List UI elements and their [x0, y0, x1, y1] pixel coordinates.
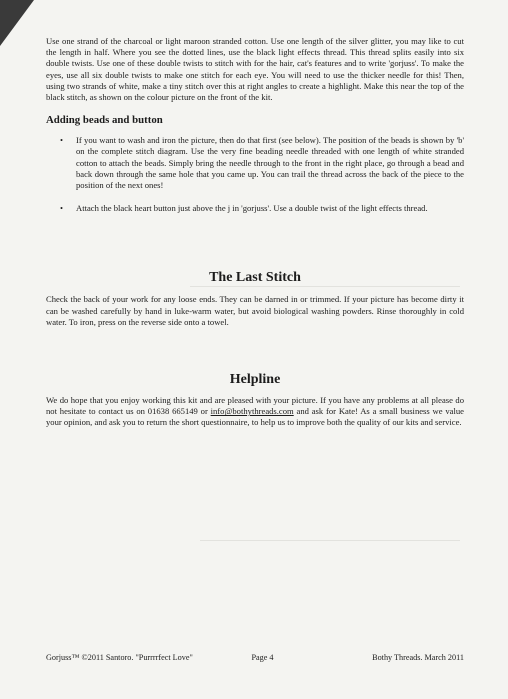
document-page: [46, 36, 464, 429]
bullet-icon: •: [60, 203, 64, 214]
last-stitch-paragraph: Check the back of your work for any loose ends. They can be darned in or trimmed. If your picture has become dirty it can be washed carefully by hand in luke-warm water, but avoid biological washing powders. Rinse thoroughly in cold water. To iron, press on the reverse side onto a towel.: [46, 294, 464, 327]
footer-page-number: Page 4: [251, 653, 274, 662]
page-corner-fold: [0, 0, 34, 46]
phone-number: 01638 665149: [147, 406, 198, 417]
beads-heading: Adding beads and button: [46, 114, 163, 127]
intro-paragraph: Use one strand of the charcoal or light maroon stranded cotton. Use one length of the silver glitter, you may like to cut the length in half. Where you see the dotted lines, use the black light effects thread. This thread splits easily into six double twists. Use one of these double twists to stitch with for the hair, cat's features and to write 'gorjuss'. To make the eyes, use all six double twists to make one stitch for each eye. You will need to use the thicker needle for this! Then, using two strands of white, make a tiny stitch over this at right angles to create a highlight. Make this near the top of the black stitch, as shown on the colour picture on the front of the kit.: [46, 36, 464, 103]
list-item: • Attach the black heart button just above the j in 'gorjuss'. Use a double twist of the light effects thread.: [60, 203, 428, 214]
bleed-through-line: [200, 540, 460, 541]
beads-list: [46, 135, 464, 214]
helpline-paragraph: We do hope that you enjoy working this kit and are pleased with your picture. If you have any problems at all please do not hesitate to contact us on 01638 665149 or info@bothythreads.com and ask for Kate! As a small business we value your opinion, and ask you to return the short questionnaire, to help us to improve both the quality of our kits and service.: [46, 395, 464, 428]
list-item: • If you want to wash and iron the picture, then do that first (see below). The position of the beads is shown by 'b' on the complete stitch diagram. Use the very fine beading needle threaded with one length of white stranded cotton to attach the beads. Simply bring the needle through to the front in the right place, go through a bead and back down through the same hole that you came up. You can trail the thread across the back of the piece to the position of the next ones!: [60, 135, 464, 191]
bullet-icon: •: [60, 135, 64, 146]
footer-publisher-date: Bothy Threads. March 2011: [372, 653, 464, 662]
email-link[interactable]: info@bothythreads.com: [210, 406, 294, 417]
helpline-heading: Helpline: [229, 372, 281, 388]
last-stitch-heading: The Last Stitch: [209, 270, 301, 286]
footer-copyright: Gorjuss™ ©2011 Santoro. "Purrrrfect Love": [46, 653, 193, 662]
page-footer: [46, 653, 464, 662]
